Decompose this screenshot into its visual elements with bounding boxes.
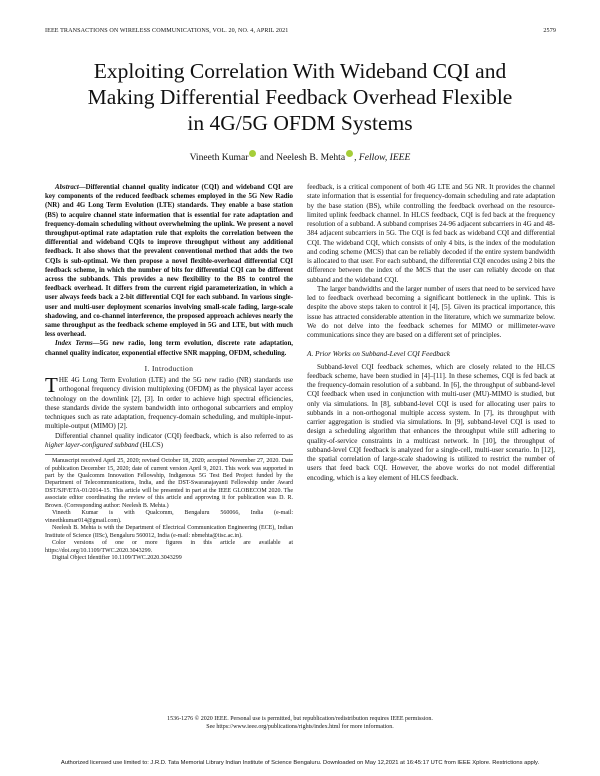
copyright-notice xyxy=(40,715,560,731)
intro-paragraph-2: Differential channel quality indicator (CQI) feedback, which is also referred to as higher layer-configured subband (HLCS) xyxy=(45,431,293,449)
abstract-label: Abstract— xyxy=(55,184,86,191)
license-footer: Authorized licensed use limited to: J.R.D. Tata Memorial Library Indian Institute of Science Bengaluru. Downloaded on May 12,2021 at 16:45:17 UTC from IEEE Xplore. Restrictions apply. xyxy=(60,760,540,766)
journal-name: IEEE TRANSACTIONS ON WIRELESS COMMUNICATIONS, VOL. 20, NO. 4, APRIL 2021 xyxy=(45,28,289,34)
right-column xyxy=(307,183,555,483)
subsection-heading: A. Prior Works on Subband-Level CQI Feedback xyxy=(307,349,451,359)
abstract xyxy=(45,183,293,339)
author-suffix: , Fellow, IEEE xyxy=(354,152,411,163)
right-paragraph-3: Subband-level CQI feedback schemes, which are closely related to the HLCS feedback scheme, have been studied in [4]–[11]. In these schemes, CQI is fed back at the frequency-domain resolution of a subband. In [6], the throughput of subband-level CQI feedback when used in conjunction with multi-user (MU)-MIMO is studied, but only via simulations. In [8], subband-level CQI is used for allocating user pairs to subbands in a non-orthogonal multiple access system. In [7], its throughput with carrier aggregation is studied via simulations. In [9], subband-level CQI is used to design a scheduling algorithm that enhances the throughput while still adhering to quality-of-service constraints in a multicast network. In [10], the throughput of subband-level CQI feedback is analyzed for a single-cell, multi-user scenario. In [12], the spatial correlation of large-scale shadowing is utilized to restrict the number of users that feed back CQI. However, the above works do not model differential encoding, which is a key element of HLCS feedback. xyxy=(307,362,555,482)
footnote-author-2: Neelesh B. Mehta is with the Department of Electrical Communication Engineering (ECE), Indian Institute of Science (IISc), Bengaluru 560012, India (e-mail: nbmehta@iisc.ac.in). xyxy=(45,525,293,539)
paper-title xyxy=(40,58,560,136)
left-column xyxy=(45,183,293,562)
footnote-color: Color versions of one or more figures in this article are available at https://doi.org/10.1109/TWC.2020.3043299. xyxy=(45,540,293,554)
orcid-icon[interactable] xyxy=(249,150,256,157)
abstract-text: Differential channel quality indicator (CQI) and wideband CQI are key components of the reduced feedback schemes employed in the 5G New Radio (NR) and 4G Long Term Evolution (LTE) standards. They enable a base station (BS) to acquire channel state information that is essential for rate adaptation and frequency-domain scheduling without overwhelming the uplink. We present a novel throughput-optimal rate adaptation rule that exploits the correlation between the differential and wideband CQIs to improve throughput without any additional feedback. It also shows that the prevalent conventional method that adds the two CQIs is sub-optimal. We then propose a novel flexible-overhead differential CQI feedback scheme, in which the number of bits for differential CQI can be different across the subbands. This provides a new flexibility to the BS to control the feedback overhead. It differs from the current rigid parameterization, in which a user always feeds back a 2-bit differential CQI for each subband. In various single-user and multi-user deployment scenarios involving small-scale fading, large-scale shadowing, and co-channel interference, the proposed approach achieves nearly the same throughput as the feedback scheme employed in 5G and LTE, but with much less overhead. xyxy=(45,184,293,339)
right-paragraph-1: feedback, is a critical component of both 4G LTE and 5G NR. It provides the channel state information that is essential for frequency-domain scheduling and rate adaptation by the base station (BS), while controlling the feedback overhead on the resource-limited uplink feedback channel. In HLCS feedback, CQI is fed back at the frequency resolution of a subband. A subband comprises 24-96 adjacent subcarriers in 4G and 48-384 adjacent subcarriers in 5G. The CQI is fed back as wideband CQI and differential CQI. The wideband CQI, which consists of only 4 bits, is the index of the modulation and coding scheme (MCS) that can be reliably decoded if the entire system bandwidth is allocated to that user. For each subband, the differential CQI encodes using 2 bits the difference between the index of the MCS that the user can reliably decode on that subband and the wideband CQI. xyxy=(307,183,555,284)
footnotes xyxy=(45,454,293,562)
footnote-author-1: Vineeth Kumar is with Qualcomm, Bengaluru 560066, India (e-mail: vineethkumar014@gmail.com). xyxy=(45,510,293,524)
right-paragraph-2: The larger bandwidths and the larger number of users that need to be serviced have led to feedback overhead becoming a significant bottleneck in the uplink. This is despite the above steps taken to control it [4], [5]. Given its practical importance, this issue has attracted considerable attention in the literature, which we summarize below. We do not delve into the feedback schemes for MIMO or millimeter-wave communications since they are based on a different set of principles. xyxy=(307,284,555,339)
orcid-icon[interactable] xyxy=(346,150,353,157)
title-line-2: Making Differential Feedback Overhead Flexible xyxy=(87,85,513,109)
footnote-doi: Digital Object Identifier 10.1109/TWC.2020.3043299 xyxy=(52,555,182,561)
index-terms xyxy=(45,339,293,357)
copyright-line-2: See https://www.ieee.org/publications/rights/index.html for more information. xyxy=(206,724,394,730)
page-number: 2579 xyxy=(543,28,556,34)
section-heading: I. Introduction xyxy=(144,363,194,373)
index-terms-text: 5G new radio, long term evolution, discrete rate adaptation, channel quality indicator, exponential effective SNR mapping, OFDM, scheduling. xyxy=(45,340,293,357)
title-line-3: in 4G/5G OFDM Systems xyxy=(187,111,413,135)
title-line-1: Exploiting Correlation With Wideband CQI and xyxy=(93,59,507,83)
intro-paragraph-1: THE 4G Long Term Evolution (LTE) and the 5G new radio (NR) standards use orthogonal frequency division multiplexing (OFDM) as the physical layer access technology on the downlink [2], [3]. In order to achieve high spectral efficiencies, these standards divide the system bandwidth into orthogonal subcarriers and employ techniques such as rate adaptation, frequency-domain scheduling, and multiple-input-multiple-output (MIMO) [2]. xyxy=(45,373,293,431)
copyright-line-1: 1536-1276 © 2020 IEEE. Personal use is permitted, but republication/redistribution requires IEEE permission. xyxy=(167,716,433,722)
index-terms-label: Index Terms— xyxy=(55,340,100,348)
author-1: Vineeth Kumar xyxy=(189,152,249,163)
author-line xyxy=(40,150,560,163)
running-header xyxy=(45,28,556,38)
footnote-manuscript: Manuscript received April 25, 2020; revised October 18, 2020; accepted November 27, 2020. Date of publication December 15, 2020; date of current version April 9, 2021. This work was supported in part by the Qualcomm Innovation Fellowship, Indigenous 5G Test Bed Project funded by the Department of Telecommunications, India, and the DST-Swaranajayanti Fellowship under Award DST/SJF/ETA-01/2014-15. This article will be presented in part at the IEEE GLOBECOM 2020. The associate editor coordinating the review of this article and approving it for publication was D. R. Brown. (Corresponding author: Neelesh B. Mehta.) xyxy=(45,458,293,509)
author-2: and Neelesh B. Mehta xyxy=(259,152,346,163)
drop-cap: T xyxy=(45,373,58,398)
